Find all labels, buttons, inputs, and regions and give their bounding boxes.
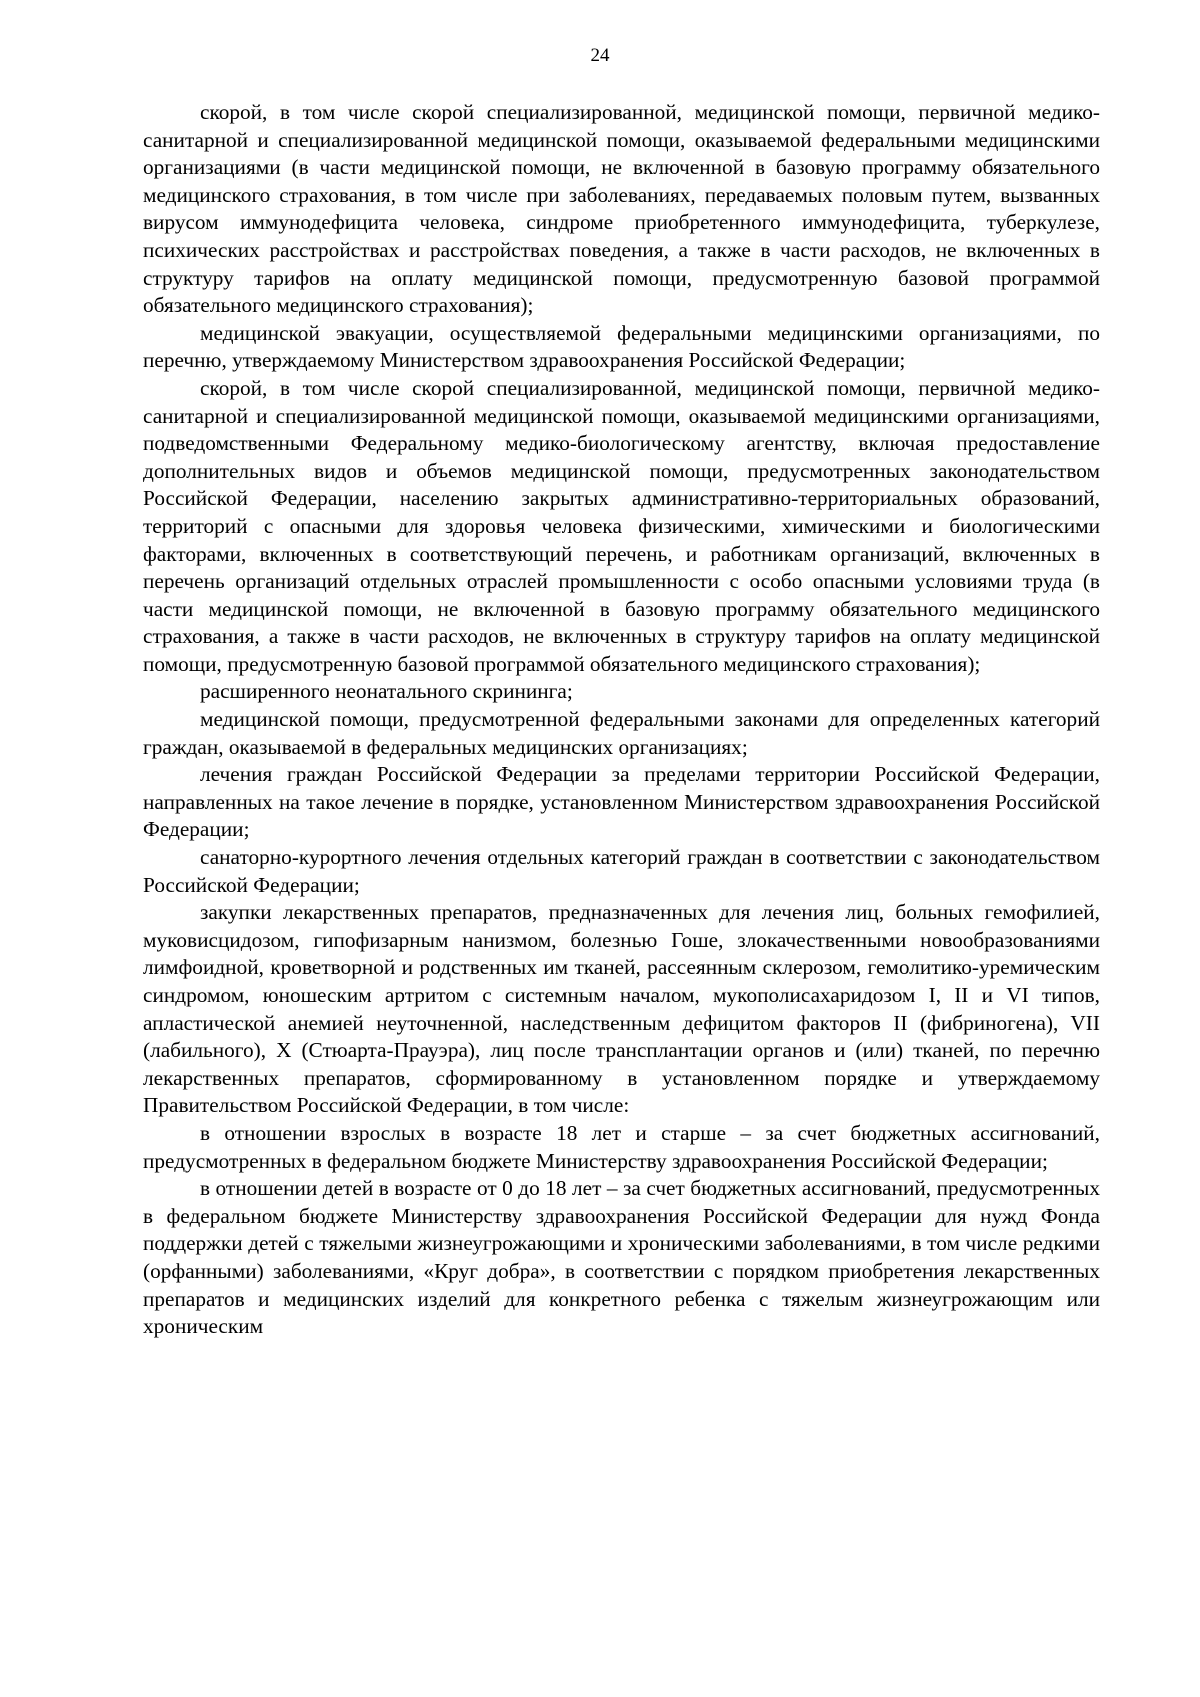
paragraph-adults-18-plus: в отношении взрослых в возрасте 18 лет и старше – за счет бюджетных ассигнований, предусмотренных в федеральном бюджете Министерству здравоохранения Российской Федерации; xyxy=(143,1120,1100,1173)
paragraph-federal-law-care: медицинской помощи, предусмотренной федеральными законами для определенных категорий граждан, оказываемой в федеральных медицинских организациях; xyxy=(143,707,1100,759)
document-body xyxy=(143,99,1100,1341)
paragraph-emergency-care-federal: скорой, в том числе скорой специализированной, медицинской помощи, первичной медико-санитарной и специализированной медицинской помощи, оказываемой федеральными медицинскими организациями (в части медицинской помощи, не включенной в базовую программу обязательного медицинского страхования, в том числе при заболеваниях, передаваемых половым путем, вызванных вирусом иммунодефицита человека, синдроме приобретенного иммунодефицита, туберкулезе, психических расстройствах и расстройствах поведения, а также в части расходов, не включенных в структуру тарифов на оплату медицинской помощи, предусмотренную базовой программой обязательного медицинского страхования); xyxy=(143,100,1100,318)
paragraph-neonatal-screening: расширенного неонатального скрининга; xyxy=(200,679,573,704)
paragraph-treatment-abroad: лечения граждан Российской Федерации за пределами территории Российской Федерации, направленных на такое лечение в порядке, установленном Министерством здравоохранения Российской Федерации; xyxy=(143,762,1100,842)
page-number: 24 xyxy=(590,45,610,66)
paragraph-medical-evacuation: медицинской эвакуации, осуществляемой федеральными медицинскими организациями, по перечню, утверждаемому Министерством здравоохранения Российской Федерации; xyxy=(143,320,1100,373)
paragraph-emergency-care-fmba: скорой, в том числе скорой специализированной, медицинской помощи, первичной медико-санитарной и специализированной медицинской помощи, оказываемой медицинскими организациями, подведомственными Федеральному медико-биологическому агентству, включая предоставление дополнительных видов и объемов медицинской помощи, предусмотренных законодательством Российской Федерации, населению закрытых административно-территориальных образований, территорий с опасными для здоровья человека физическими, химическими и биологическими факторами, включенных в соответствующий перечень, и работникам организаций, включенных в перечень организаций отдельных отраслей промышленности с особо опасными условиями труда (в части медицинской помощи, не включенной в базовую программу обязательного медицинского страхования, а также в части расходов, не включенных в структуру тарифов на оплату медицинской помощи, предусмотренную базовой программой обязательного медицинского страхования); xyxy=(143,375,1100,676)
paragraph-drug-procurement: закупки лекарственных препаратов, предназначенных для лечения лиц, больных гемофилией, муковисцидозом, гипофизарным нанизмом, болезнью Гоше, злокачественными новообразованиями лимфоидной, кроветворной и родственных им тканей, рассеянным склерозом, гемолитико-уремическим синдромом, юношеским артритом с системным началом, мукополисахаридозом I, II и VI типов, апластической анемией неуточненной, наследственным дефицитом факторов II (фибриногена), VII (лабильного), X (Стюарта-Прауэра), лиц после трансплантации органов и (или) тканей, по перечню лекарственных препаратов, сформированному в установленном порядке и утверждаемому Правительством Российской Федерации, в том числе: xyxy=(143,900,1100,1118)
paragraph-children-0-18: в отношении детей в возрасте от 0 до 18 лет – за счет бюджетных ассигнований, предусмотренных в федеральном бюджете Министерству здравоохранения Российской Федерации для нужд Фонда поддержки детей с тяжелыми жизнеугрожающими и хроническими заболеваниями, в том числе редкими (орфанными) заболеваниями, «Круг добра», в соответствии с порядком приобретения лекарственных препаратов и медицинских изделий для конкретного ребенка с тяжелым жизнеугрожающим или хроническим xyxy=(143,1176,1100,1339)
paragraph-sanatorium-treatment: санаторно-курортного лечения отдельных категорий граждан в соответствии с законодательством Российской Федерации; xyxy=(143,845,1100,897)
